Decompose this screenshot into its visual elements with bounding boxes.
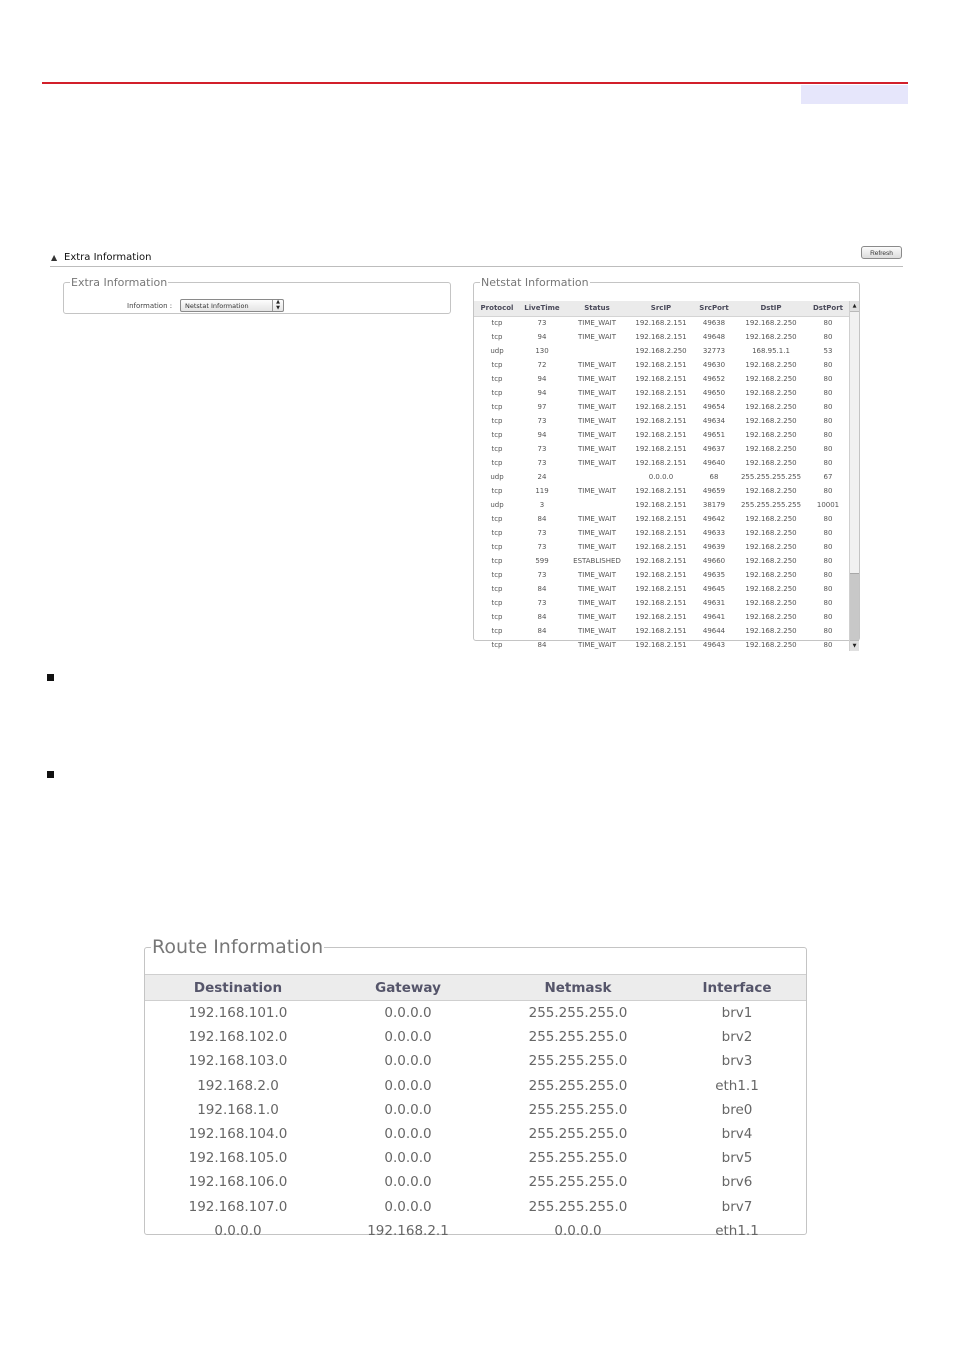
netstat-cell-srcip: 192.168.2.151 [635, 515, 687, 523]
netstat-cell-status: TIME_WAIT [578, 529, 616, 537]
netstat-cell-srcport: 49644 [702, 627, 726, 635]
netstat-cell-srcport: 49639 [702, 543, 726, 551]
netstat-cell-protocol: udp [490, 473, 504, 481]
netstat-cell-protocol: udp [490, 501, 504, 509]
netstat-information-legend: Netstat Information [481, 276, 589, 289]
table-row [145, 1195, 806, 1219]
scroll-up-arrow-icon[interactable]: ▲ [850, 301, 859, 312]
netstat-cell-dstip: 192.168.2.250 [745, 487, 797, 495]
netstat-cell-protocol: tcp [491, 515, 503, 523]
netstat-cell-srcip: 192.168.2.151 [635, 389, 687, 397]
netstat-cell-status: TIME_WAIT [578, 403, 616, 411]
route-cell-netmask: 255.255.255.0 [528, 1150, 628, 1167]
netstat-scrollbar[interactable] [849, 301, 859, 651]
table-row [474, 317, 849, 331]
netstat-cell-dstport: 80 [823, 571, 833, 579]
netstat-cell-livetime: 84 [537, 613, 547, 621]
route-cell-interface: brv4 [721, 1126, 753, 1142]
netstat-cell-srcip: 192.168.2.151 [635, 417, 687, 425]
netstat-cell-status: TIME_WAIT [578, 445, 616, 453]
netstat-cell-srcip: 192.168.2.151 [635, 445, 687, 453]
netstat-cell-dstip: 192.168.2.250 [745, 529, 797, 537]
route-cell-netmask: 255.255.255.0 [528, 1053, 628, 1070]
netstat-cell-srcip: 192.168.2.151 [635, 613, 687, 621]
netstat-cell-status: TIME_WAIT [578, 431, 616, 439]
table-row [474, 499, 849, 513]
netstat-cell-srcip: 192.168.2.151 [635, 333, 687, 341]
route-cell-interface: brv1 [721, 1005, 753, 1021]
netstat-cell-srcip: 192.168.2.151 [635, 627, 687, 635]
route-cell-gateway: 0.0.0.0 [384, 1150, 432, 1167]
route-col-gateway[interactable]: Gateway [375, 980, 441, 996]
route-col-destination[interactable]: Destination [193, 980, 283, 996]
table-row [145, 1219, 806, 1243]
route-cell-interface: brv6 [721, 1174, 753, 1191]
netstat-cell-srcport: 68 [709, 473, 719, 481]
bullet-square-icon [47, 771, 54, 778]
netstat-cell-status: TIME_WAIT [578, 641, 616, 649]
route-cell-interface: eth1.1 [715, 1222, 759, 1239]
netstat-cell-dstport: 80 [823, 599, 833, 607]
route-cell-gateway: 0.0.0.0 [384, 1174, 432, 1191]
route-cell-destination: 192.168.1.0 [197, 1101, 279, 1118]
netstat-cell-livetime: 94 [537, 431, 547, 439]
netstat-cell-dstip: 192.168.2.250 [745, 417, 797, 425]
information-select[interactable] [180, 299, 284, 312]
netstat-cell-srcip: 0.0.0.0 [648, 473, 674, 481]
table-row [474, 443, 849, 457]
netstat-cell-dstip: 192.168.2.250 [745, 403, 797, 411]
table-row [474, 415, 849, 429]
netstat-cell-protocol: tcp [491, 417, 503, 425]
netstat-cell-dstport: 53 [823, 347, 833, 355]
netstat-cell-srcip: 192.168.2.151 [635, 543, 687, 551]
netstat-cell-srcport: 49660 [702, 557, 726, 565]
netstat-cell-srcport: 49640 [702, 459, 726, 467]
netstat-cell-srcip: 192.168.2.151 [635, 557, 687, 565]
netstat-cell-dstip: 192.168.2.250 [745, 627, 797, 635]
netstat-cell-dstport: 80 [823, 333, 833, 341]
netstat-cell-livetime: 73 [537, 319, 547, 327]
netstat-cell-srcip: 192.168.2.151 [635, 571, 687, 579]
route-cell-netmask: 255.255.255.0 [528, 1126, 628, 1142]
netstat-cell-status: TIME_WAIT [578, 585, 616, 593]
netstat-cell-dstport: 80 [823, 515, 833, 523]
table-row [474, 401, 849, 415]
route-cell-destination: 192.168.2.0 [197, 1077, 279, 1094]
netstat-cell-dstport: 80 [823, 445, 833, 453]
netstat-cell-srcport: 49643 [702, 641, 726, 649]
netstat-cell-srcport: 49631 [702, 599, 726, 607]
netstat-cell-livetime: 94 [537, 375, 547, 383]
netstat-cell-dstip: 192.168.2.250 [745, 613, 797, 621]
select-arrows-icon: ▲ ▼ [272, 300, 283, 311]
netstat-cell-dstip: 192.168.2.250 [745, 361, 797, 369]
route-cell-gateway: 0.0.0.0 [384, 1198, 432, 1215]
route-cell-netmask: 255.255.255.0 [528, 1101, 628, 1118]
route-cell-netmask: 255.255.255.0 [528, 1198, 628, 1215]
netstat-cell-livetime: 73 [537, 445, 547, 453]
netstat-cell-srcport: 49651 [702, 431, 726, 439]
route-cell-netmask: 255.255.255.0 [528, 1077, 628, 1094]
route-cell-interface: brv2 [721, 1029, 753, 1046]
netstat-cell-dstip: 192.168.2.250 [745, 431, 797, 439]
netstat-cell-status: TIME_WAIT [578, 571, 616, 579]
table-row [474, 471, 849, 485]
table-row [474, 331, 849, 345]
netstat-cell-dstip: 192.168.2.250 [745, 515, 797, 523]
netstat-cell-dstport: 80 [823, 389, 833, 397]
netstat-cell-livetime: 73 [537, 417, 547, 425]
table-row [474, 485, 849, 499]
netstat-cell-status: TIME_WAIT [578, 319, 616, 327]
table-row [145, 1001, 806, 1025]
table-row [474, 625, 849, 639]
netstat-cell-status: TIME_WAIT [578, 613, 616, 621]
netstat-cell-status: TIME_WAIT [578, 515, 616, 523]
route-cell-destination: 192.168.104.0 [188, 1126, 288, 1142]
section-title: Extra Information [64, 252, 152, 263]
table-row [474, 373, 849, 387]
scroll-down-arrow-icon[interactable]: ▼ [850, 640, 859, 651]
netstat-cell-srcport: 38179 [702, 501, 726, 509]
netstat-cell-dstip: 192.168.2.250 [745, 333, 797, 341]
route-col-netmask[interactable]: Netmask [544, 980, 612, 996]
netstat-cell-srcip: 192.168.2.151 [635, 459, 687, 467]
netstat-cell-dstport: 80 [823, 375, 833, 383]
netstat-cell-protocol: tcp [491, 319, 503, 327]
route-cell-interface: bre0 [721, 1101, 753, 1118]
netstat-cell-status: TIME_WAIT [578, 543, 616, 551]
table-row [474, 597, 849, 611]
netstat-cell-protocol: tcp [491, 389, 503, 397]
netstat-cell-dstport: 80 [823, 585, 833, 593]
netstat-cell-dstport: 80 [823, 557, 833, 565]
netstat-cell-status: TIME_WAIT [578, 333, 616, 341]
table-row [145, 1122, 806, 1146]
netstat-cell-dstport: 80 [823, 627, 833, 635]
netstat-col-srcip[interactable]: SrcIP [650, 304, 672, 312]
netstat-cell-srcport: 49630 [702, 361, 726, 369]
netstat-cell-srcport: 49659 [702, 487, 726, 495]
route-cell-netmask: 0.0.0.0 [554, 1222, 602, 1239]
netstat-cell-protocol: tcp [491, 375, 503, 383]
netstat-cell-livetime: 72 [537, 361, 547, 369]
bullet-square-icon [47, 674, 54, 681]
table-row [145, 1146, 806, 1170]
route-cell-netmask: 255.255.255.0 [528, 1174, 628, 1191]
netstat-cell-srcip: 192.168.2.151 [635, 585, 687, 593]
table-row [474, 387, 849, 401]
netstat-cell-srcport: 49648 [702, 333, 726, 341]
netstat-cell-protocol: tcp [491, 627, 503, 635]
netstat-cell-dstip: 192.168.2.250 [745, 641, 797, 649]
scrollbar-thumb[interactable] [850, 573, 859, 641]
netstat-cell-srcport: 49642 [702, 515, 726, 523]
netstat-cell-srcip: 192.168.2.151 [635, 641, 687, 649]
route-information-panel [144, 936, 807, 1239]
netstat-cell-srcip: 192.168.2.151 [635, 375, 687, 383]
route-cell-destination: 192.168.102.0 [188, 1029, 288, 1046]
route-cell-gateway: 192.168.2.1 [367, 1222, 449, 1239]
netstat-cell-protocol: tcp [491, 613, 503, 621]
table-row [474, 541, 849, 555]
route-cell-interface: brv5 [721, 1150, 753, 1167]
netstat-cell-dstip: 192.168.2.250 [745, 599, 797, 607]
table-row [145, 1074, 806, 1098]
netstat-cell-srcip: 192.168.2.151 [635, 529, 687, 537]
netstat-cell-srcport: 49637 [702, 445, 726, 453]
route-cell-interface: brv3 [721, 1053, 753, 1070]
netstat-cell-livetime: 73 [537, 571, 547, 579]
netstat-cell-livetime: 73 [537, 543, 547, 551]
netstat-cell-srcip: 192.168.2.151 [635, 501, 687, 509]
netstat-cell-srcport: 49650 [702, 389, 726, 397]
table-row [474, 457, 849, 471]
route-cell-destination: 192.168.107.0 [188, 1198, 288, 1215]
netstat-cell-dstport: 67 [823, 473, 833, 481]
netstat-cell-livetime: 24 [537, 473, 547, 481]
netstat-cell-protocol: tcp [491, 543, 503, 551]
netstat-cell-livetime: 3 [539, 501, 545, 509]
netstat-cell-protocol: tcp [491, 571, 503, 579]
netstat-cell-status: TIME_WAIT [578, 599, 616, 607]
table-row [145, 1098, 806, 1122]
netstat-cell-livetime: 73 [537, 529, 547, 537]
netstat-cell-srcport: 49635 [702, 571, 726, 579]
netstat-cell-dstport: 80 [823, 431, 833, 439]
route-cell-destination: 192.168.103.0 [188, 1053, 288, 1070]
extra-information-panel [63, 276, 451, 314]
netstat-cell-srcip: 192.168.2.151 [635, 403, 687, 411]
table-row [145, 1025, 806, 1049]
netstat-cell-protocol: udp [490, 347, 504, 355]
netstat-cell-srcip: 192.168.2.151 [635, 319, 687, 327]
netstat-cell-dstip: 192.168.2.250 [745, 445, 797, 453]
netstat-cell-srcport: 49652 [702, 375, 726, 383]
table-row [474, 639, 849, 651]
netstat-cell-dstport: 80 [823, 361, 833, 369]
netstat-cell-dstip: 192.168.2.250 [745, 459, 797, 467]
netstat-cell-livetime: 84 [537, 585, 547, 593]
table-row [474, 569, 849, 583]
netstat-cell-srcip: 192.168.2.250 [635, 347, 687, 355]
route-cell-netmask: 255.255.255.0 [528, 1005, 628, 1021]
route-col-interface[interactable]: Interface [702, 980, 772, 996]
netstat-cell-dstip: 192.168.2.250 [745, 543, 797, 551]
netstat-cell-dstport: 80 [823, 319, 833, 327]
netstat-cell-protocol: tcp [491, 403, 503, 411]
netstat-information-panel [473, 276, 860, 649]
route-cell-gateway: 0.0.0.0 [384, 1126, 432, 1142]
netstat-cell-srcport: 49633 [702, 529, 726, 537]
table-row [474, 555, 849, 569]
netstat-cell-protocol: tcp [491, 529, 503, 537]
netstat-cell-livetime: 84 [537, 627, 547, 635]
table-row [145, 1049, 806, 1073]
netstat-cell-dstport: 10001 [816, 501, 840, 509]
netstat-cell-status: TIME_WAIT [578, 487, 616, 495]
table-row [474, 583, 849, 597]
netstat-cell-dstport: 80 [823, 417, 833, 425]
table-row [474, 345, 849, 359]
netstat-cell-protocol: tcp [491, 641, 503, 649]
expand-arrow-icon[interactable]: ▲ [51, 253, 58, 262]
route-cell-gateway: 0.0.0.0 [384, 1077, 432, 1094]
section-header [50, 252, 903, 267]
netstat-cell-livetime: 97 [537, 403, 547, 411]
netstat-cell-status: TIME_WAIT [578, 361, 616, 369]
netstat-cell-livetime: 119 [535, 487, 549, 495]
netstat-cell-dstip: 168.95.1.1 [752, 347, 790, 355]
table-row [474, 359, 849, 373]
netstat-cell-livetime: 94 [537, 389, 547, 397]
header-rule [42, 82, 908, 84]
route-cell-gateway: 0.0.0.0 [384, 1029, 432, 1046]
netstat-col-protocol[interactable]: Protocol [480, 304, 514, 312]
netstat-cell-dstport: 80 [823, 641, 833, 649]
netstat-col-dstip[interactable]: DstIP [760, 304, 782, 312]
netstat-cell-dstip: 255.255.255.255 [740, 501, 802, 509]
netstat-cell-srcport: 49638 [702, 319, 726, 327]
netstat-cell-srcport: 49654 [702, 403, 726, 411]
netstat-cell-dstip: 192.168.2.250 [745, 375, 797, 383]
netstat-cell-dstip: 255.255.255.255 [740, 473, 802, 481]
netstat-cell-livetime: 94 [537, 333, 547, 341]
netstat-cell-livetime: 84 [537, 641, 547, 649]
netstat-cell-srcport: 49634 [702, 417, 726, 425]
netstat-cell-protocol: tcp [491, 557, 503, 565]
netstat-cell-status: TIME_WAIT [578, 389, 616, 397]
netstat-col-dstport[interactable]: DstPort [812, 304, 844, 312]
netstat-col-status[interactable]: Status [584, 304, 610, 312]
table-row [474, 513, 849, 527]
netstat-cell-dstport: 80 [823, 529, 833, 537]
netstat-cell-srcip: 192.168.2.151 [635, 361, 687, 369]
route-cell-gateway: 0.0.0.0 [384, 1101, 432, 1118]
route-cell-gateway: 0.0.0.0 [384, 1053, 432, 1070]
netstat-cell-srcip: 192.168.2.151 [635, 431, 687, 439]
route-cell-destination: 192.168.106.0 [188, 1174, 288, 1191]
netstat-cell-status: TIME_WAIT [578, 459, 616, 467]
netstat-cell-protocol: tcp [491, 459, 503, 467]
netstat-cell-dstport: 80 [823, 613, 833, 621]
route-cell-interface: brv7 [721, 1198, 753, 1215]
route-cell-destination: 192.168.101.0 [188, 1005, 288, 1021]
netstat-cell-livetime: 73 [537, 599, 547, 607]
netstat-cell-srcport: 49641 [702, 613, 726, 621]
header-tag-box [801, 85, 908, 104]
netstat-cell-protocol: tcp [491, 487, 503, 495]
netstat-cell-dstip: 192.168.2.250 [745, 389, 797, 397]
netstat-cell-protocol: tcp [491, 333, 503, 341]
netstat-cell-livetime: 84 [537, 515, 547, 523]
netstat-cell-srcport: 32773 [702, 347, 726, 355]
route-cell-interface: eth1.1 [715, 1077, 759, 1094]
netstat-cell-dstport: 80 [823, 487, 833, 495]
table-row [474, 611, 849, 625]
netstat-table-header [474, 301, 849, 317]
route-cell-netmask: 255.255.255.0 [528, 1029, 628, 1046]
table-row [474, 527, 849, 541]
netstat-col-livetime[interactable]: LiveTime [524, 304, 560, 312]
netstat-cell-status: TIME_WAIT [578, 417, 616, 425]
netstat-cell-dstip: 192.168.2.250 [745, 319, 797, 327]
netstat-cell-dstip: 192.168.2.250 [745, 571, 797, 579]
route-cell-destination: 0.0.0.0 [214, 1222, 262, 1239]
route-cell-destination: 192.168.105.0 [188, 1150, 288, 1167]
netstat-cell-dstport: 80 [823, 403, 833, 411]
netstat-cell-dstip: 192.168.2.250 [745, 585, 797, 593]
netstat-cell-srcip: 192.168.2.151 [635, 487, 687, 495]
extra-information-legend: Extra Information [71, 276, 168, 289]
netstat-cell-protocol: tcp [491, 599, 503, 607]
information-select-value: Netstat Information [185, 302, 249, 310]
netstat-cell-dstip: 192.168.2.250 [745, 557, 797, 565]
netstat-cell-protocol: tcp [491, 585, 503, 593]
netstat-cell-status: TIME_WAIT [578, 375, 616, 383]
netstat-cell-status: ESTABLISHED [573, 557, 621, 565]
netstat-col-srcport[interactable]: SrcPort [699, 304, 729, 312]
netstat-cell-livetime: 73 [537, 459, 547, 467]
netstat-cell-dstport: 80 [823, 543, 833, 551]
netstat-table [474, 301, 849, 651]
netstat-cell-protocol: tcp [491, 361, 503, 369]
route-cell-gateway: 0.0.0.0 [384, 1005, 432, 1021]
netstat-cell-livetime: 599 [535, 557, 549, 565]
netstat-cell-srcip: 192.168.2.151 [635, 599, 687, 607]
refresh-button[interactable]: Refresh [861, 246, 902, 259]
netstat-cell-livetime: 130 [535, 347, 549, 355]
route-table-header [145, 974, 806, 1001]
information-label: Information : [127, 302, 173, 310]
table-row [474, 429, 849, 443]
netstat-cell-protocol: tcp [491, 445, 503, 453]
netstat-cell-dstport: 80 [823, 459, 833, 467]
netstat-cell-srcport: 49645 [702, 585, 726, 593]
netstat-cell-protocol: tcp [491, 431, 503, 439]
table-row [145, 1170, 806, 1194]
route-information-legend: Route Information [152, 936, 324, 958]
netstat-cell-status: TIME_WAIT [578, 627, 616, 635]
